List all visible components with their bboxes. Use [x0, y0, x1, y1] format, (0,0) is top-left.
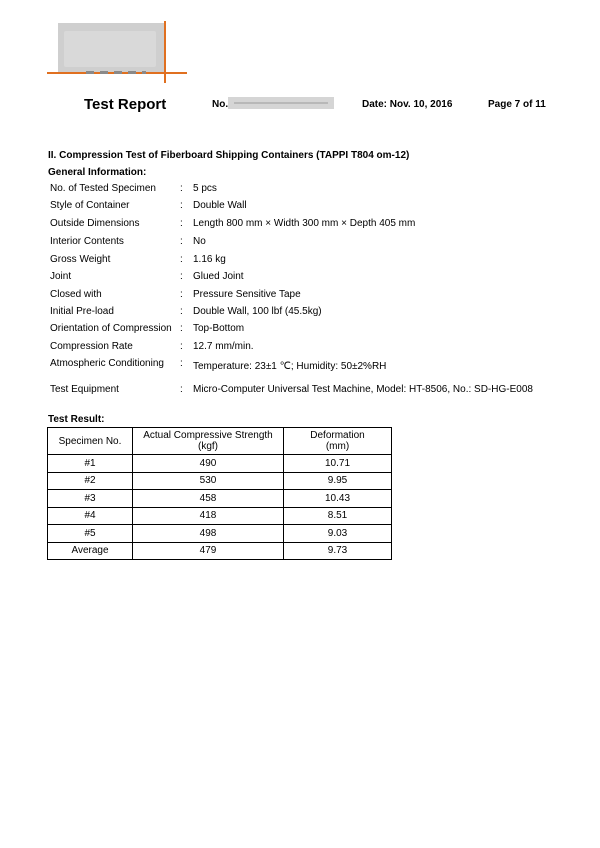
info-value: Length 800 mm × Width 300 mm × Depth 405 mm — [193, 218, 416, 229]
info-value: Pressure Sensitive Tape — [193, 289, 301, 300]
info-row-specimen-count — [50, 183, 570, 197]
info-label: Interior Contents — [50, 236, 124, 247]
info-row-test-equipment — [50, 384, 570, 398]
strength-cell: 418 — [133, 507, 284, 525]
info-row-initial-preload — [50, 306, 570, 320]
header-strength-unit: (kgf) — [198, 441, 218, 452]
specimen-cell: #5 — [48, 525, 133, 543]
specimen-cell: #4 — [48, 507, 133, 525]
info-value: 1.16 kg — [193, 254, 226, 265]
info-label: Atmospheric Conditioning — [50, 358, 164, 369]
info-value: Glued Joint — [193, 271, 244, 282]
info-colon: : — [180, 306, 183, 317]
report-date: Date: Nov. 10, 2016 — [362, 99, 453, 110]
deformation-cell: 9.95 — [284, 472, 392, 490]
section-title: II. Compression Test of Fiberboard Shipping Containers (TAPPI T804 om-12) — [48, 150, 410, 161]
info-colon: : — [180, 254, 183, 265]
specimen-cell: #2 — [48, 472, 133, 490]
info-label: No. of Tested Specimen — [50, 183, 156, 194]
deformation-cell: 8.51 — [284, 507, 392, 525]
info-colon: : — [180, 218, 183, 229]
page-number: Page 7 of 11 — [488, 99, 546, 110]
strength-cell: 498 — [133, 525, 284, 543]
table-row — [48, 525, 392, 543]
info-label: Orientation of Compression — [50, 323, 172, 334]
info-label: Joint — [50, 271, 72, 282]
info-label: Outside Dimensions — [50, 218, 140, 229]
info-label: Style of Container — [50, 200, 130, 211]
report-number-label: No. — [212, 99, 229, 110]
specimen-cell: #3 — [48, 490, 133, 508]
info-value: 12.7 mm/min. — [193, 341, 254, 352]
general-info-title: General Information: — [48, 167, 147, 178]
info-label: Closed with — [50, 289, 102, 300]
info-colon: : — [180, 384, 183, 395]
strength-cell: 490 — [133, 455, 284, 473]
info-value: Top-Bottom — [193, 323, 245, 334]
strength-cell: 458 — [133, 490, 284, 508]
report-title: Test Report — [84, 96, 167, 113]
test-result-table — [47, 427, 392, 560]
company-logo — [58, 23, 166, 74]
table-row — [48, 507, 392, 525]
deformation-cell: 9.03 — [284, 525, 392, 543]
table-row — [48, 490, 392, 508]
deformation-cell: 10.71 — [284, 455, 392, 473]
header-deformation — [284, 428, 392, 455]
test-result-title: Test Result: — [48, 414, 105, 425]
info-row-orientation — [50, 323, 570, 337]
info-row-gross-weight — [50, 254, 570, 268]
specimen-cell: #1 — [48, 455, 133, 473]
info-value: Temperature: 23±1 ℃; Humidity: 50±2%RH — [193, 361, 387, 372]
deformation-cell: 9.73 — [284, 542, 392, 560]
info-colon: : — [180, 200, 183, 211]
info-row-joint — [50, 271, 570, 285]
info-colon: : — [180, 183, 183, 194]
info-row-outside-dimensions — [50, 218, 570, 232]
info-label: Initial Pre-load — [50, 306, 114, 317]
info-colon: : — [180, 236, 183, 247]
logo-dashed-line — [86, 71, 146, 74]
info-row-atmospheric-conditioning — [50, 358, 570, 372]
strength-cell: 479 — [133, 542, 284, 560]
redacted-report-number — [228, 97, 334, 109]
info-row-closed-with — [50, 289, 570, 303]
info-colon: : — [180, 323, 183, 334]
table-row-average — [48, 542, 392, 560]
info-value: 5 pcs — [193, 183, 217, 194]
specimen-cell: Average — [48, 542, 133, 560]
deformation-cell: 10.43 — [284, 490, 392, 508]
report-header — [0, 96, 600, 116]
table-row — [48, 472, 392, 490]
info-label: Compression Rate — [50, 341, 133, 352]
info-value: Micro-Computer Universal Test Machine, Model: HT-8506, No.: SD-HG-E008 — [193, 384, 533, 395]
info-colon: : — [180, 358, 183, 369]
info-colon: : — [180, 271, 183, 282]
table-row — [48, 455, 392, 473]
info-row-container-style — [50, 200, 570, 214]
header-strength-label: Actual Compressive Strength — [143, 430, 273, 441]
info-label: Test Equipment — [50, 384, 119, 395]
info-value: No — [193, 236, 206, 247]
header-deformation-label: Deformation — [310, 430, 365, 441]
table-header-row — [48, 428, 392, 455]
info-row-interior-contents — [50, 236, 570, 250]
strength-cell: 530 — [133, 472, 284, 490]
info-label: Gross Weight — [50, 254, 111, 265]
header-specimen-no: Specimen No. — [48, 428, 133, 455]
info-row-compression-rate — [50, 341, 570, 355]
info-colon: : — [180, 289, 183, 300]
header-compressive-strength — [133, 428, 284, 455]
header-deformation-unit: (mm) — [325, 441, 350, 452]
info-value: Double Wall, 100 lbf (45.5kg) — [193, 306, 322, 317]
info-value: Double Wall — [193, 200, 247, 211]
info-colon: : — [180, 341, 183, 352]
